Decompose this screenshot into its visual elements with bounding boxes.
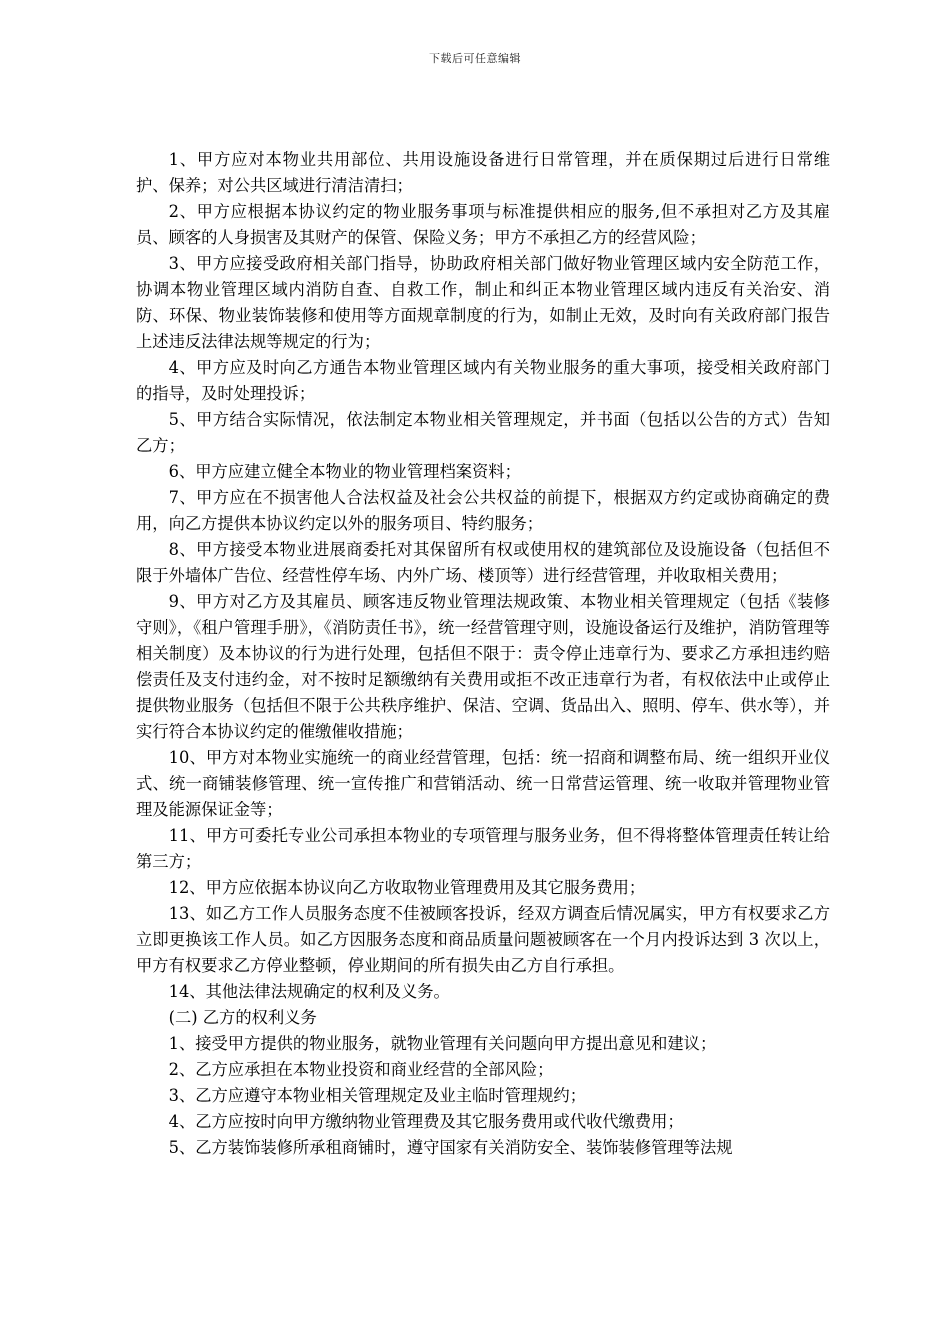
paragraph-5: 5、甲方结合实际情况，依法制定本物业相关管理规定，并书面（包括以公告的方式）告知乙方； (136, 410, 830, 455)
party-b-item-1: 1、接受甲方提供的物业服务，就物业管理有关问题向甲方提出意见和建议； (168, 1034, 717, 1053)
paragraph-14: 14、其他法律法规确定的权利及义务。 (168, 982, 450, 1001)
paragraph-3: 3、甲方应接受政府相关部门指导，协助政府相关部门做好物业管理区域内安全防范工作，协调本物业管理区域内消防自查、自救工作，制止和纠正本物业管理区域内违反有关治安、消防、环保、物业装饰装修和使用等方面规章制度的行为，如制止无效，及时向有关政府部门报告上述违反法律法规等规定的行为； (136, 254, 830, 351)
paragraph-7: 7、甲方应在不损害他人合法权益及社会公共权益的前提下，根据双方约定或协商确定的费用，向乙方提供本协议约定以外的服务项目、特约服务； (136, 488, 830, 533)
party-b-item-4: 4、乙方应按时向甲方缴纳物业管理费及其它服务费用或代收代缴费用； (168, 1112, 684, 1131)
paragraph-10: 10、甲方对本物业实施统一的商业经营管理，包括：统一招商和调整布局、统一组织开业仪式、统一商铺装修管理、统一宣传推广和营销活动、统一日常营运管理、统一收取并管理物业管理及能源保证金等； (136, 748, 830, 819)
document-body (136, 147, 830, 1161)
paragraph-8: 8、甲方接受本物业进展商委托对其保留所有权或使用权的建筑部位及设施设备（包括但不限于外墙体广告位、经营性停车场、内外广场、楼顶等）进行经营管理，并收取相关费用； (136, 540, 830, 585)
party-b-item-2: 2、乙方应承担在本物业投资和商业经营的全部风险； (168, 1060, 554, 1079)
paragraph-11: 11、甲方可委托专业公司承担本物业的专项管理与服务业务，但不得将整体管理责任转让给第三方； (136, 826, 830, 871)
section-heading-party-b: (二) 乙方的权利义务 (168, 1008, 317, 1027)
paragraph-2: 2、甲方应根据本协议约定的物业服务事项与标准提供相应的服务,但不承担对乙方及其雇员、顾客的人身损害及其财产的保管、保险义务；甲方不承担乙方的经营风险； (136, 202, 830, 247)
page-header: 下载后可任意编辑 (429, 52, 521, 65)
party-b-item-5: 5、乙方装饰装修所承租商铺时，遵守国家有关消防安全、装饰装修管理等法规 (168, 1138, 733, 1157)
paragraph-9: 9、甲方对乙方及其雇员、顾客违反物业管理法规政策、本物业相关管理规定（包括《装修守则》，《租户管理手册》，《消防责任书》，统一经营管理守则，设施设备运行及维护，消防管理等相关制度）及本协议的行为进行处理，包括但不限于：责令停止违章行为、要求乙方承担违约赔偿责任及支付违约金，对不按时足额缴纳有关费用或拒不改正违章行为者，有权依法中止或停止提供物业服务（包括但不限于公共秩序维护、保洁、空调、货品出入、照明、停车、供水等），并实行符合本协议约定的催缴催收措施； (136, 592, 830, 741)
party-b-item-3: 3、乙方应遵守本物业相关管理规定及业主临时管理规约； (168, 1086, 586, 1105)
paragraph-6: 6、甲方应建立健全本物业的物业管理档案资料； (168, 462, 521, 481)
paragraph-1: 1、甲方应对本物业共用部位、共用设施设备进行日常管理，并在质保期过后进行日常维护、保养；对公共区域进行清洁清扫； (136, 150, 830, 195)
paragraph-4: 4、甲方应及时向乙方通告本物业管理区域内有关物业服务的重大事项，接受相关政府部门的指导，及时处理投诉； (136, 358, 830, 403)
paragraph-12: 12、甲方应依据本协议向乙方收取物业管理费用及其它服务费用； (168, 878, 646, 897)
paragraph-13: 13、如乙方工作人员服务态度不佳被顾客投诉，经双方调查后情况属实，甲方有权要求乙方立即更换该工作人员。如乙方因服务态度和商品质量问题被顾客在一个月内投诉达到 3 次以上，甲方有权要求乙方停业整顿，停业期间的所有损失由乙方自行承担。 (136, 904, 830, 975)
